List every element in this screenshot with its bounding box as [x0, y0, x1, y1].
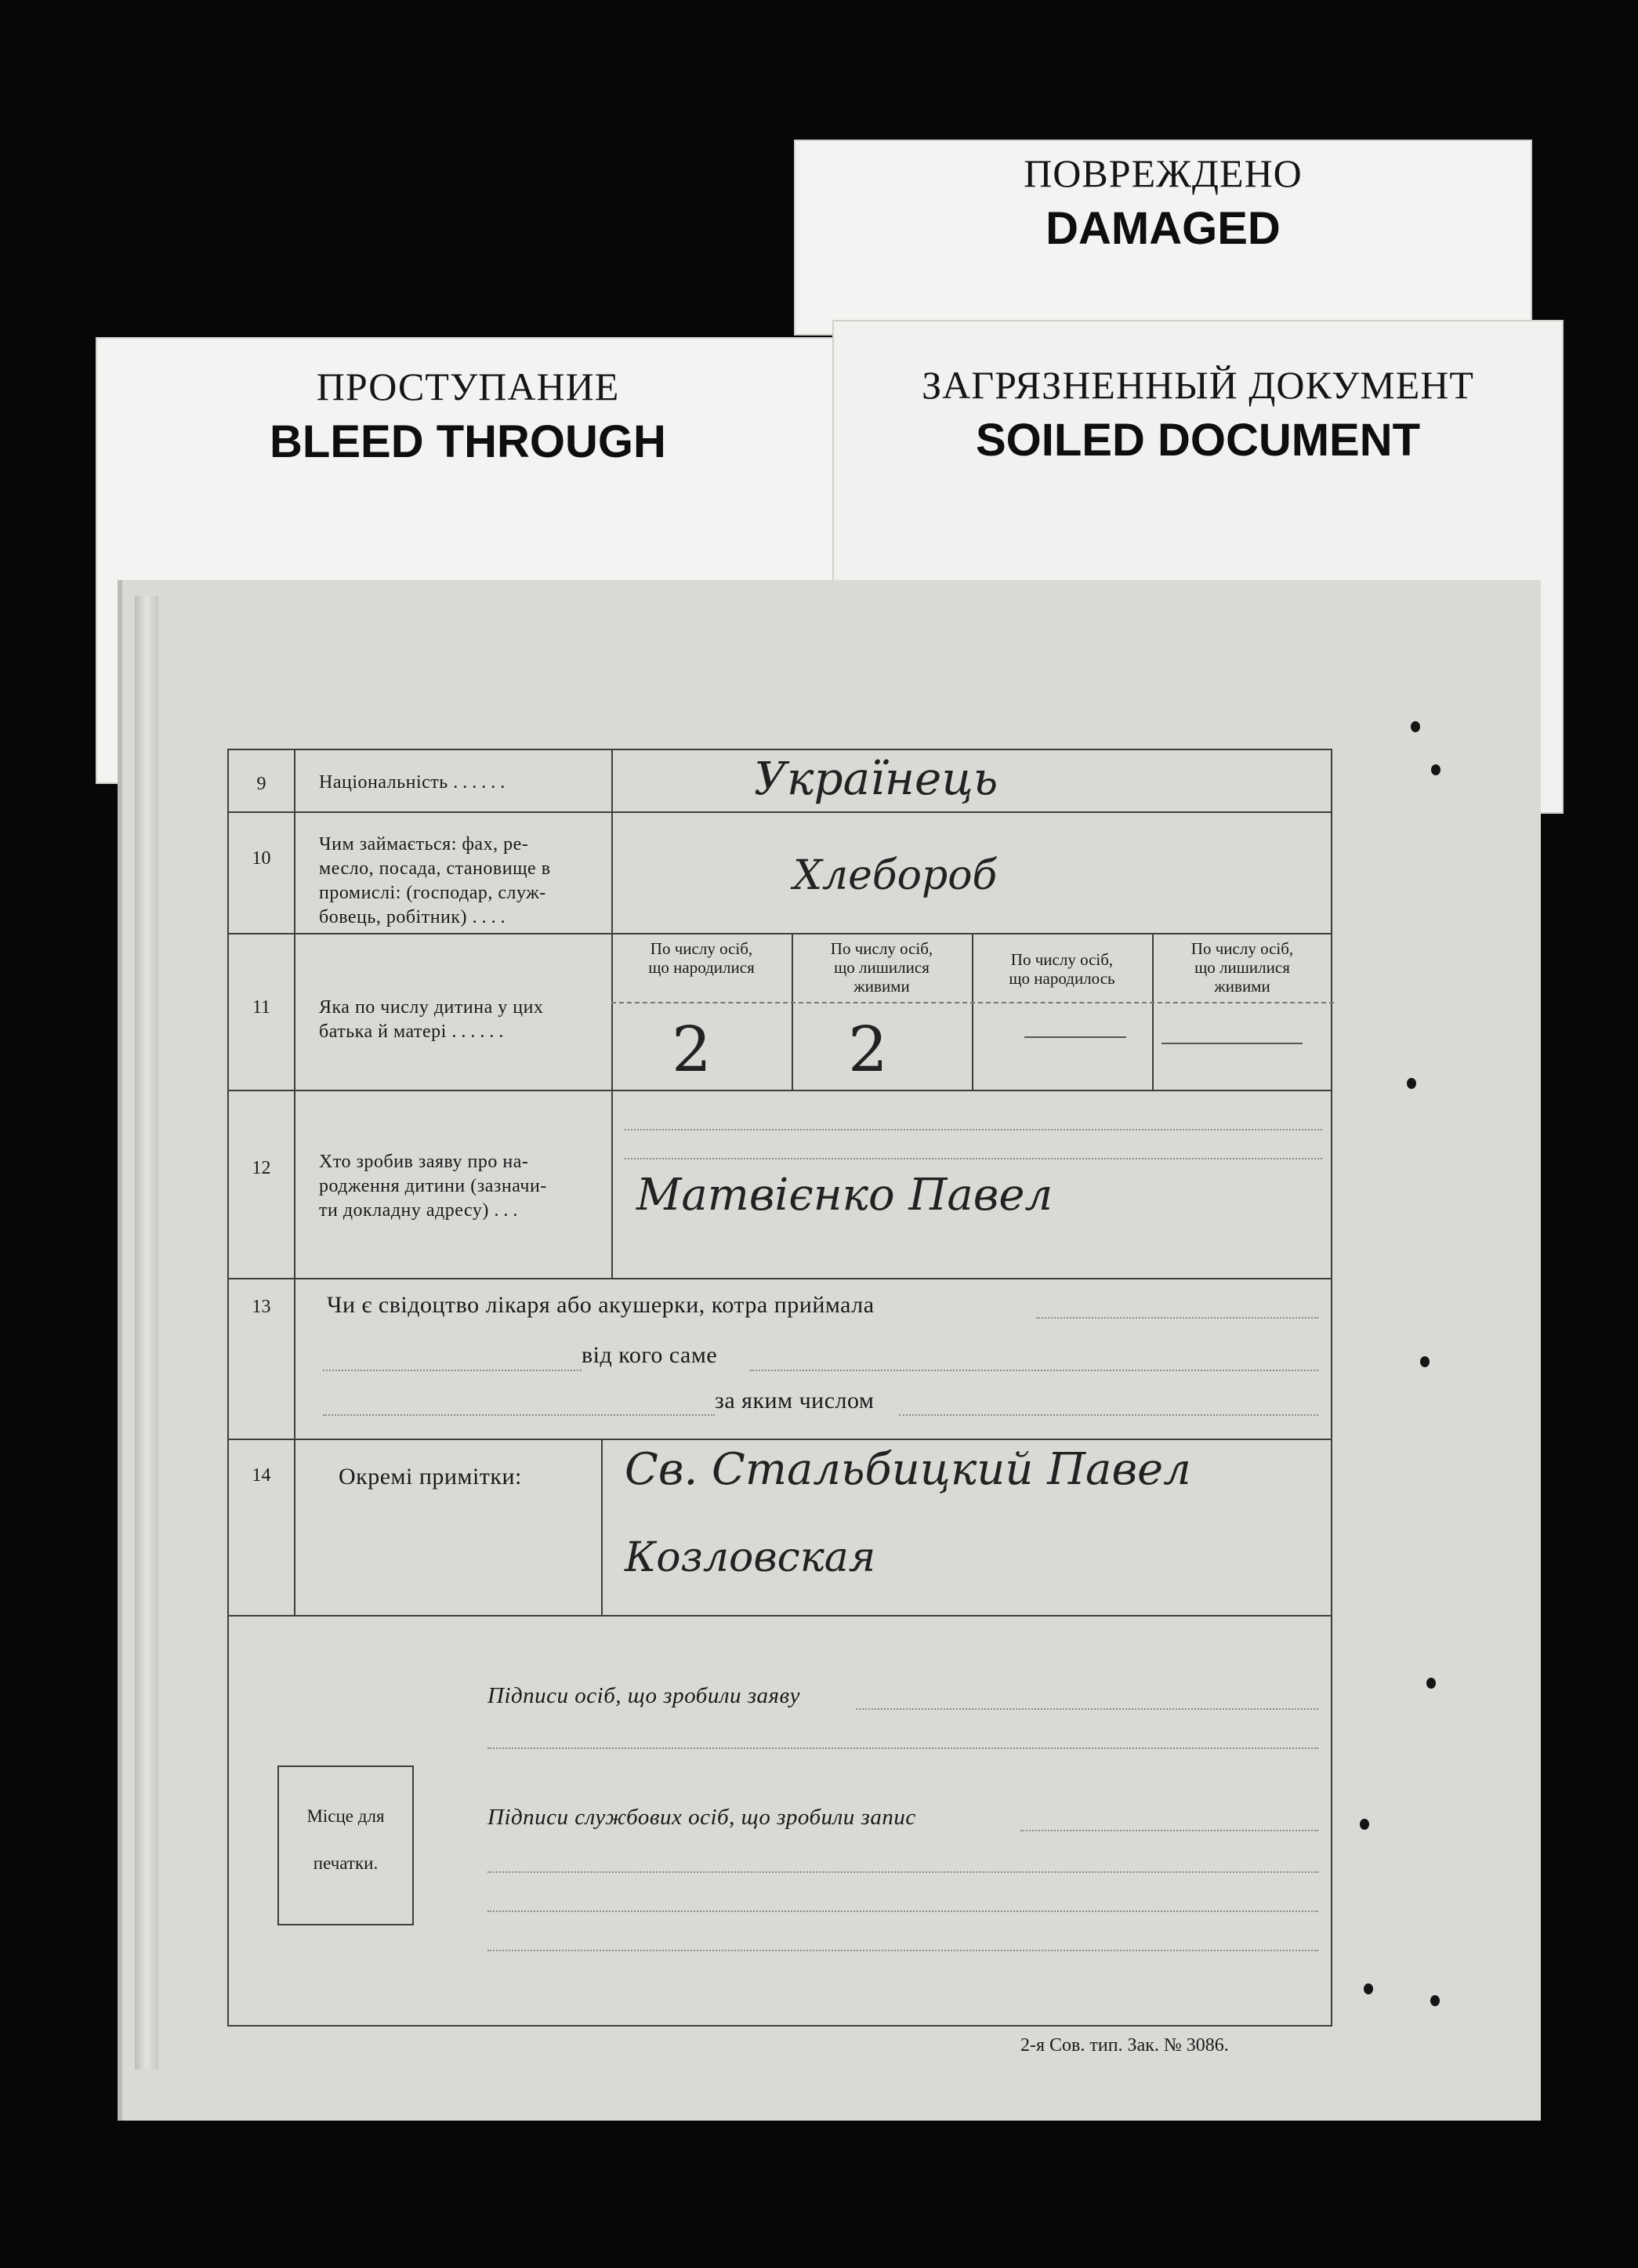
row-certificate [229, 1279, 1331, 1440]
nationality-value: Українець [754, 752, 998, 805]
applicant-label: Хто зробив заяву про на- родження дитини (зазначи- ти докладну адресу) ... [319, 1152, 547, 1221]
bleed-label-en: BLEED THROUGH [270, 416, 666, 467]
stamp-placeholder-box: Місце для печатки. [277, 1765, 414, 1925]
applicant-value: Матвієнко Павел [636, 1170, 1053, 1221]
child-order-label: Яка по числу дитина у цих батька й матері ...... [319, 997, 544, 1042]
punch-hole [1431, 764, 1440, 775]
row-number: 14 [229, 1440, 295, 1615]
certificate-date: за яким числом [715, 1388, 875, 1413]
officials-signature-caption: Підписи службових осіб, що зробили запис [487, 1805, 916, 1830]
punch-hole [1420, 1356, 1430, 1367]
remarks-line-2: Козловская [625, 1534, 876, 1581]
punch-hole [1364, 1983, 1373, 1994]
row-number: 13 [229, 1279, 295, 1439]
printer-imprint: 2-я Сов. тип. Зак. № 3086. [1020, 2035, 1229, 2056]
row-number: 9 [229, 750, 295, 811]
alive-count-value: 2 [848, 1013, 888, 1086]
nationality-label: Національність ...... [319, 772, 510, 793]
row-number: 12 [229, 1091, 295, 1278]
soiled-label-ru: ЗАГРЯЗНЕННЫЙ ДОКУМЕНТ [922, 363, 1474, 407]
certificate-question: Чи є свідоцтво лікаря або акушерки, котра приймала [327, 1292, 875, 1318]
punch-hole [1426, 1678, 1436, 1689]
row-number: 11 [229, 934, 295, 1090]
born-count-value: 2 [672, 1013, 712, 1086]
remarks-line-1: Св. Стальбицкий Павел [625, 1444, 1191, 1495]
row-occupation [229, 813, 1331, 934]
birth-record-form [227, 749, 1332, 2027]
punch-hole [1430, 1995, 1440, 2006]
col-alive-head: По числу осіб, що лишилися живими [830, 939, 933, 996]
punch-hole [1411, 721, 1420, 732]
col-born-2-head: По числу осіб, що народилось [1009, 950, 1115, 988]
applicants-signature-caption: Підписи осіб, що зробили заяву [487, 1683, 800, 1708]
damaged-target-card [794, 140, 1532, 336]
occupation-value: Хлебороб [793, 852, 998, 899]
bleed-label-ru: ПРОСТУПАНИЕ [316, 365, 620, 408]
row-number: 10 [229, 813, 295, 933]
certificate-from-whom: від кого саме [582, 1342, 718, 1368]
damaged-label-en: DAMAGED [1045, 203, 1281, 254]
col-alive-2-head: По числу осіб, що лишилися живими [1190, 939, 1294, 996]
occupation-label: Чим займається: фах, ре- месло, посада, становище в промислі: (господар, служ- бовець, робітник) .... [319, 834, 551, 927]
row-nationality [229, 750, 1331, 813]
punch-hole [1407, 1078, 1416, 1089]
sheet-binding-edge [135, 596, 158, 2070]
row-applicant [229, 1091, 1331, 1279]
row-child-order [229, 934, 1331, 1091]
punch-hole [1360, 1819, 1369, 1830]
row-remarks [229, 1440, 1331, 1617]
remarks-label: Окремі примітки: [339, 1464, 522, 1490]
damaged-label-ru: ПОВРЕЖДЕНО [1024, 151, 1303, 195]
col-born-head: По числу осіб, що народилися [648, 939, 755, 977]
soiled-label-en: SOILED DOCUMENT [975, 415, 1421, 466]
